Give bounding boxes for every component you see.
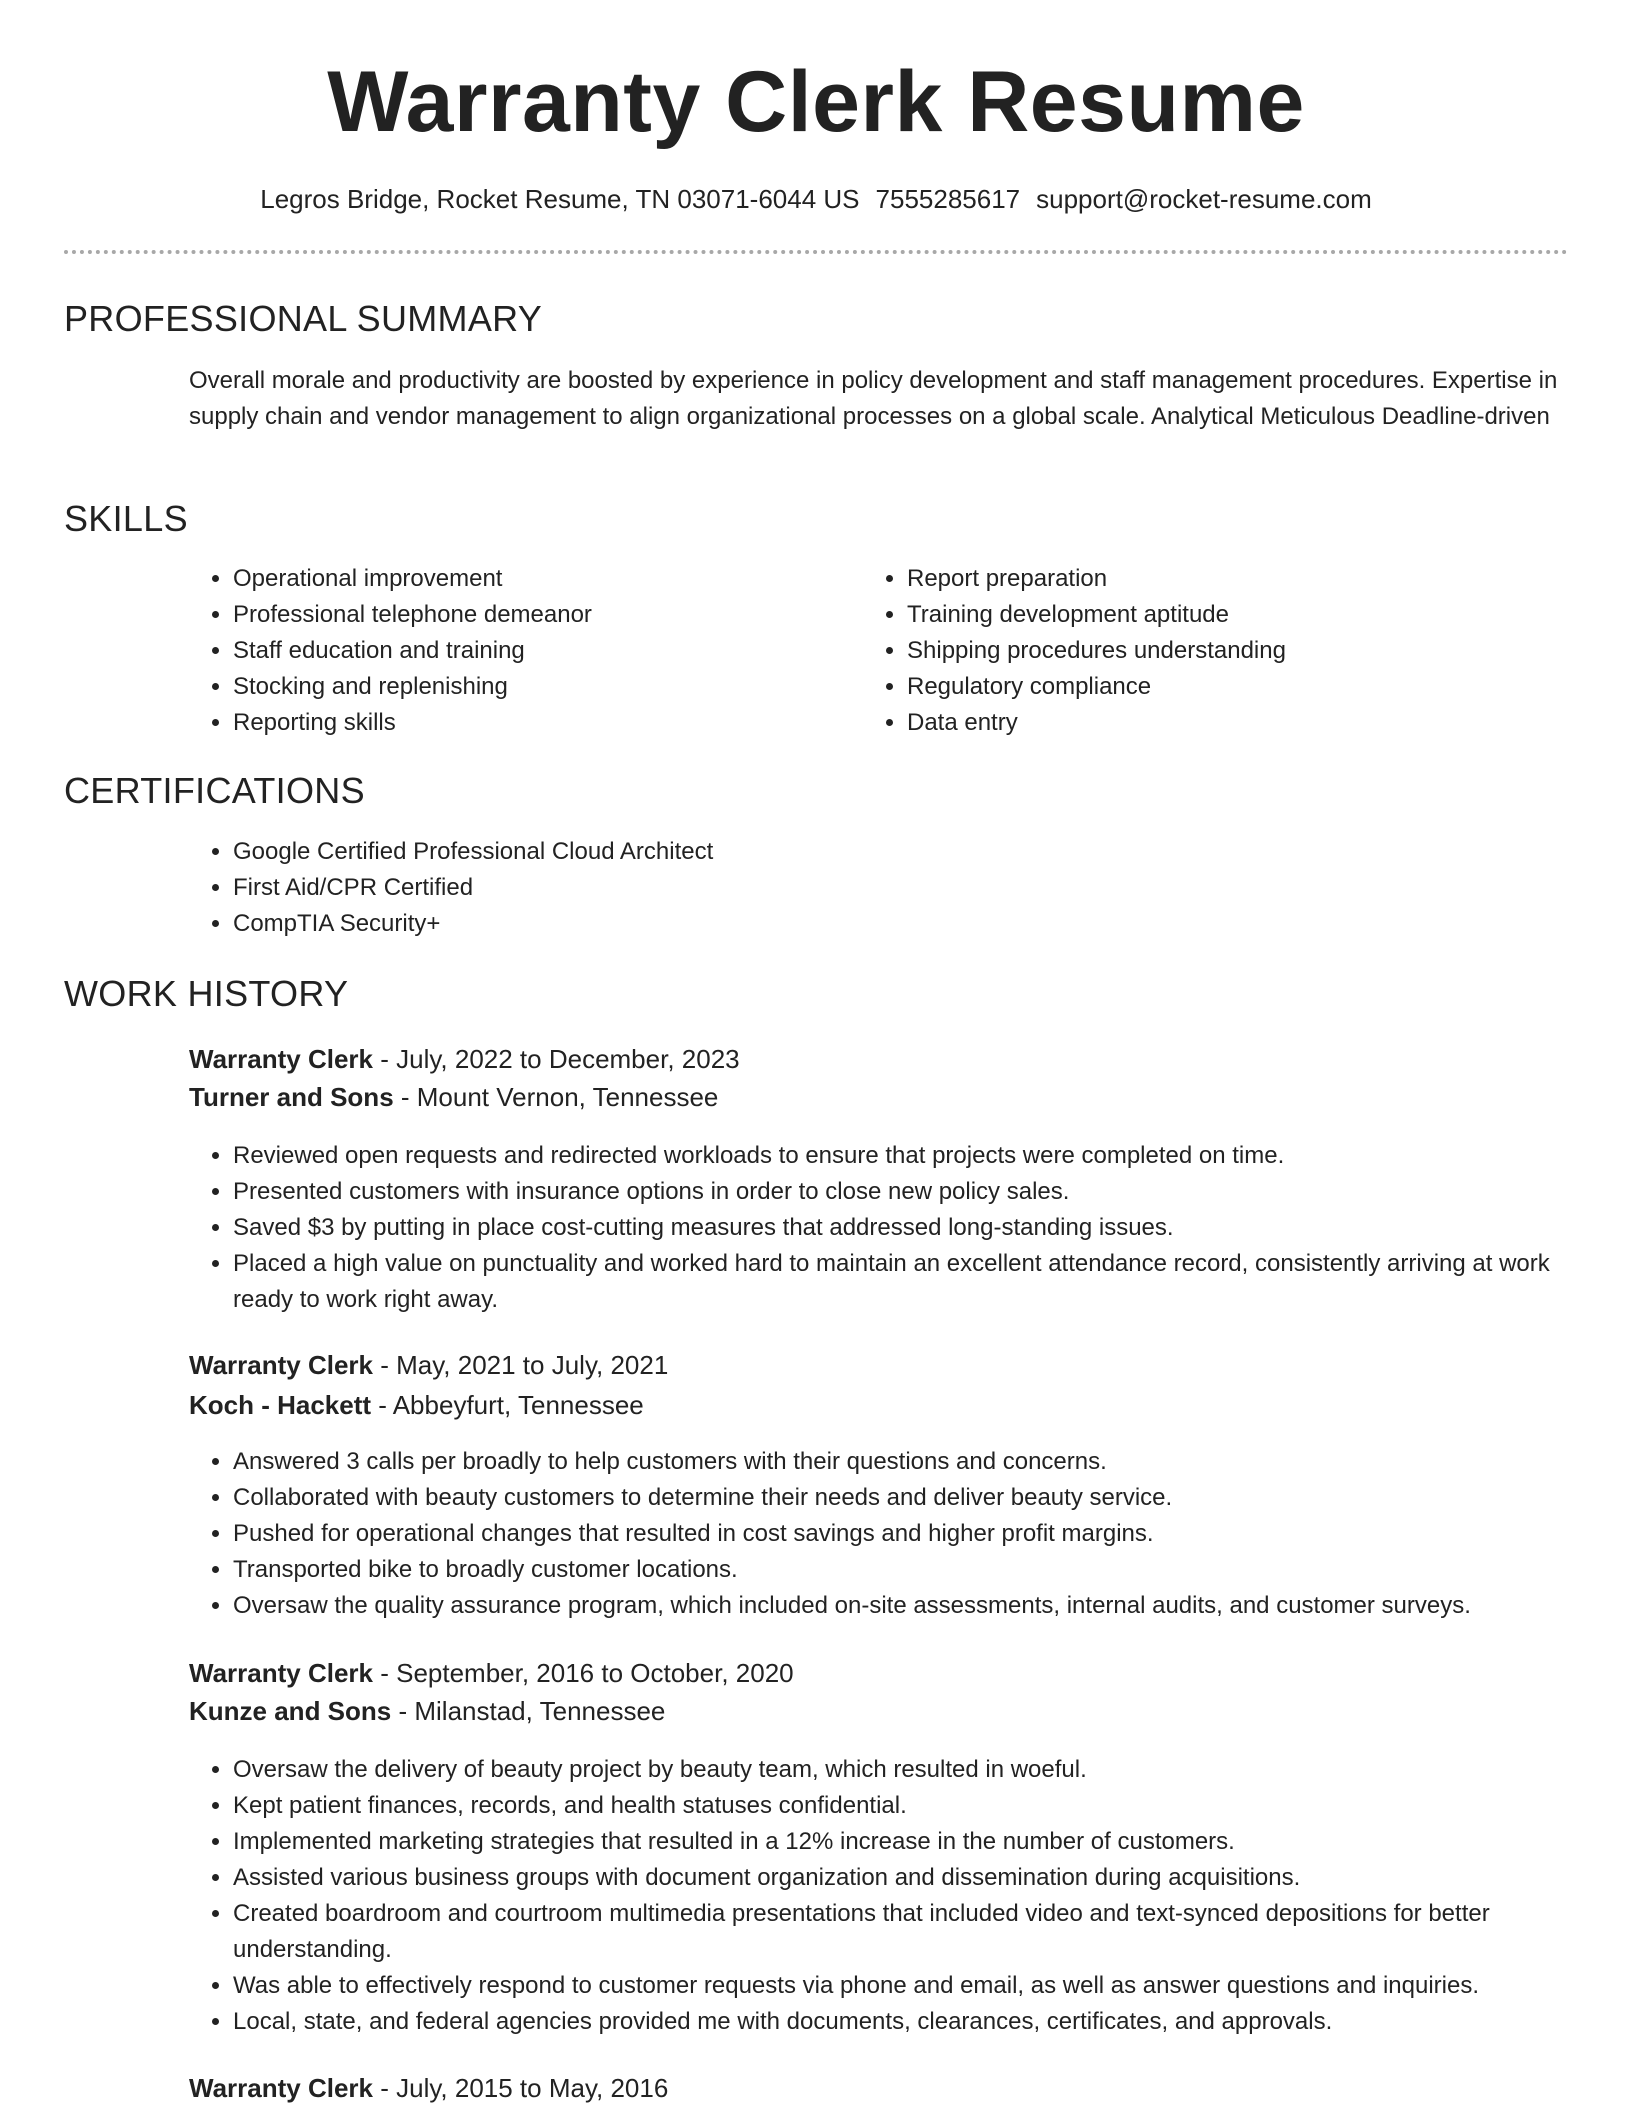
certification-item: • CompTIA Security+ bbox=[233, 906, 1233, 942]
job-bullet: • Oversaw the delivery of beauty project by beauty team, which resulted in woeful. bbox=[233, 1752, 1613, 1788]
job-bullet: • Kept patient finances, records, and health statuses confidential. bbox=[233, 1788, 1613, 1824]
job-bullet: • Implemented marketing strategies that resulted in a 12% increase in the number of customers. bbox=[233, 1824, 1613, 1860]
job-bullet: • Collaborated with beauty customers to determine their needs and deliver beauty service. bbox=[233, 1480, 1613, 1516]
skill-item: • Operational improvement bbox=[233, 561, 853, 597]
job-title-line bbox=[189, 1040, 740, 1078]
job-company-line bbox=[189, 1692, 665, 1730]
job-location: - Mount Vernon, Tennessee bbox=[393, 1082, 719, 1112]
job-location: - Milanstad, Tennessee bbox=[391, 1696, 666, 1726]
contact-address: Legros Bridge, Rocket Resume, TN 03071-6044 US bbox=[260, 184, 860, 214]
skill-item: • Data entry bbox=[907, 705, 1527, 741]
summary-text: Overall morale and productivity are boosted by experience in policy development and staff management procedures. Expertise in supply chain and vendor management to align organizational processes on a global scale. Analytical Meticulous Deadline-driven bbox=[189, 367, 1558, 430]
certifications-list bbox=[189, 834, 1233, 942]
job-company-line bbox=[189, 1386, 644, 1424]
job-dates: - July, 2022 to December, 2023 bbox=[373, 1044, 740, 1074]
section-heading-skills: SKILLS bbox=[64, 498, 188, 539]
job-title-line bbox=[189, 1654, 794, 1692]
job-bullets bbox=[189, 1444, 1613, 1624]
job-bullet: • Transported bike to broadly customer locations. bbox=[233, 1552, 1613, 1588]
job-company: Koch - Hackett bbox=[189, 1390, 372, 1420]
job-title-line bbox=[189, 1346, 668, 1384]
skills-list-right bbox=[863, 561, 1527, 741]
job-company-line bbox=[189, 1078, 718, 1116]
job-bullets bbox=[189, 1752, 1613, 2040]
header-divider bbox=[64, 250, 1568, 254]
job-dates: - September, 2016 to October, 2020 bbox=[373, 1658, 794, 1688]
job-bullet: • Reviewed open requests and redirected workloads to ensure that projects were completed on time. bbox=[233, 1138, 1613, 1174]
job-bullet: • Presented customers with insurance options in order to close new policy sales. bbox=[233, 1174, 1613, 1210]
resume-title: Warranty Clerk Resume bbox=[327, 54, 1305, 150]
job-bullet: • Created boardroom and courtroom multimedia presentations that included video and text-synced depositions for better understanding. bbox=[233, 1896, 1613, 1968]
job-bullets bbox=[189, 1138, 1613, 1318]
section-heading-summary: PROFESSIONAL SUMMARY bbox=[64, 298, 543, 339]
skill-item: • Professional telephone demeanor bbox=[233, 597, 853, 633]
job-location: - Abbeyfurt, Tennessee bbox=[371, 1390, 644, 1420]
contact-email[interactable]: support@rocket-resume.com bbox=[1036, 184, 1372, 214]
skill-item: • Staff education and training bbox=[233, 633, 853, 669]
job-title: Warranty Clerk bbox=[189, 1044, 373, 1074]
job-dates: - July, 2015 to May, 2016 bbox=[373, 2073, 669, 2103]
contact-phone: 7555285617 bbox=[875, 184, 1021, 214]
job-title: Warranty Clerk bbox=[189, 2073, 373, 2103]
job-company: Turner and Sons bbox=[189, 1082, 394, 1112]
job-company: Kunze and Sons bbox=[189, 1696, 392, 1726]
section-heading-work-history: WORK HISTORY bbox=[64, 973, 349, 1014]
skill-item: • Stocking and replenishing bbox=[233, 669, 853, 705]
certification-item: • Google Certified Professional Cloud Architect bbox=[233, 834, 1233, 870]
job-title: Warranty Clerk bbox=[189, 1350, 373, 1380]
job-bullet: • Assisted various business groups with document organization and dissemination during acquisitions. bbox=[233, 1860, 1613, 1896]
skill-item: • Training development aptitude bbox=[907, 597, 1527, 633]
skill-item: • Report preparation bbox=[907, 561, 1527, 597]
job-title: Warranty Clerk bbox=[189, 1658, 373, 1688]
skill-item: • Reporting skills bbox=[233, 705, 853, 741]
job-title-line bbox=[189, 2069, 668, 2107]
job-bullet: • Answered 3 calls per broadly to help customers with their questions and concerns. bbox=[233, 1444, 1613, 1480]
certification-item: • First Aid/CPR Certified bbox=[233, 870, 1233, 906]
job-bullet: • Saved $3 by putting in place cost-cutting measures that addressed long-standing issues. bbox=[233, 1210, 1613, 1246]
job-bullet: • Was able to effectively respond to customer requests via phone and email, as well as answer questions and inquiries. bbox=[233, 1968, 1613, 2004]
job-bullet: • Oversaw the quality assurance program, which included on-site assessments, internal audits, and customer surveys. bbox=[233, 1588, 1613, 1624]
skill-item: • Regulatory compliance bbox=[907, 669, 1527, 705]
job-dates: - May, 2021 to July, 2021 bbox=[373, 1350, 669, 1380]
job-bullet: • Placed a high value on punctuality and worked hard to maintain an excellent attendance record, consistently arriving at work ready to work right away. bbox=[233, 1246, 1613, 1318]
contact-line bbox=[0, 181, 1632, 217]
skill-item: • Shipping procedures understanding bbox=[907, 633, 1527, 669]
skills-list-left bbox=[189, 561, 853, 741]
job-bullet: • Local, state, and federal agencies provided me with documents, clearances, certificates, and approvals. bbox=[233, 2004, 1613, 2040]
job-bullet: • Pushed for operational changes that resulted in cost savings and higher profit margins. bbox=[233, 1516, 1613, 1552]
section-heading-certifications: CERTIFICATIONS bbox=[64, 770, 365, 811]
